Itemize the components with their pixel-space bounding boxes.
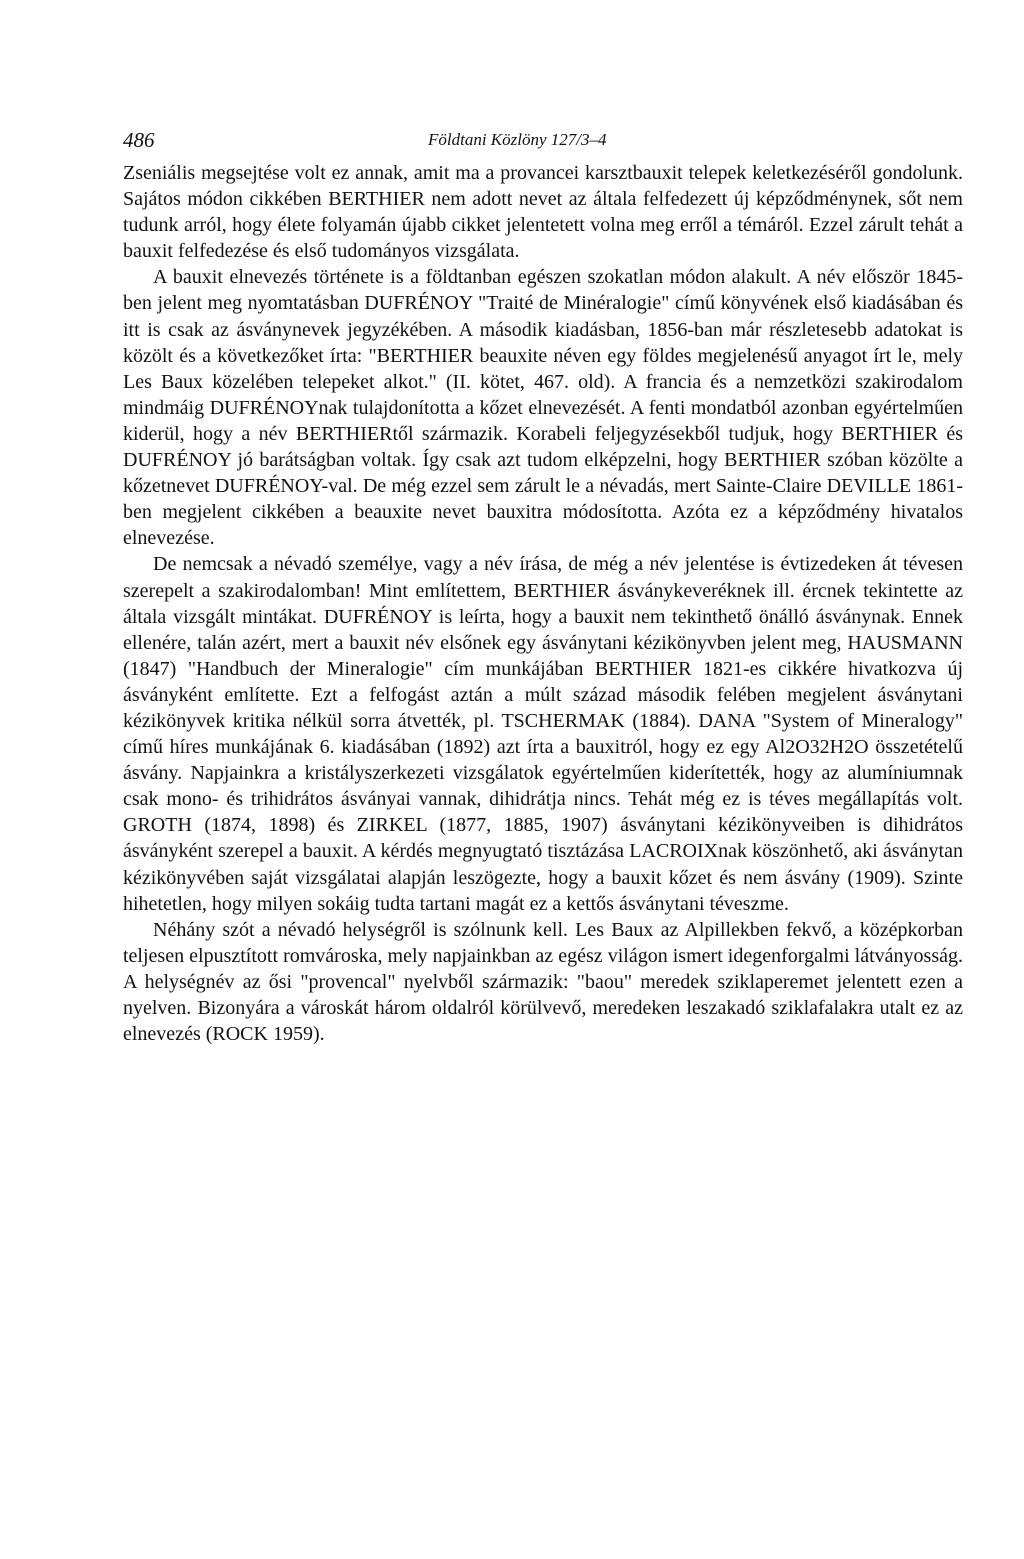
page-number: 486 [123, 128, 155, 152]
journal-title: Földtani Közlöny 127/3–4 [428, 130, 607, 149]
journal-page [123, 128, 963, 1047]
paragraph-naming-history: A bauxit elnevezés története is a földtanban egészen szokatlan módon alakult. A név először 1845-ben jelent meg nyomtatásban DUFRÉNOY "Traité de Minéralogie" című könyvének első kiadásában és itt is csak az ásványnevek jegyzékében. A második kiadásban, 1856-ban már részletesebb adatokat is közölt és a következőket írta: "BERTHIER beauxite néven egy földes megjelenésű anyagot írt le, mely Les Baux közelében telepeket alkot." (II. kötet, 467. old). A francia és a nemzetközi szakirodalom mindmáig DUFRÉNOYnak tulajdonította a kőzet elnevezését. A fenti mondatból azonban egyértelműen kiderül, hogy a név BERTHIERtől származik. Korabeli feljegyzésekből tudjuk, hogy BERTHIER és DUFRÉNOY jó barátságban voltak. Így csak azt tudom elképzelni, hogy BERTHIER szóban közölte a kőzetnevet DUFRÉNOY-val. De még ezzel sem zárult le a névadás, mert Sainte-Claire DEVILLE 1861-ben megjelent cikkében a beauxite nevet bauxitra módosította. Azóta ez a képződmény hivatalos elnevezése. [123, 266, 963, 550]
running-head [123, 128, 963, 160]
paragraph-name-meaning: De nemcsak a névadó személye, vagy a név írása, de még a név jelentése is évtizedeken át tévesen szerepelt a szakirodalomban! Mint említettem, BERTHIER ásványkeveréknek ill. ércnek tekintette az általa vizsgált mintákat. DUFRÉNOY is leírta, hogy a bauxit nem tekinthető önálló ásványnak. Ennek ellenére, talán azért, mert a bauxit név elsőnek egy ásványtani kézikönyvben jelent meg, HAUSMANN (1847) "Handbuch der Mineralogie" cím munkájában BERTHIER 1821-es cikkére hivatkozva új ásványként említette. Ezt a felfogást aztán a múlt század második felében megjelent ásványtani kézikönyvek kritika nélkül sorra átvették, pl. TSCHERMAK (1884). DANA "System of Mineralogy" című híres munkájának 6. kiadásában (1892) azt írta a bauxitról, hogy ez egy Al2O32H2O összetételű ásvány. Napjainkra a kristályszerkezeti vizsgálatok egyértelműen kiderítették, hogy az alumíniumnak csak mono- és trihidrátos ásványai vannak, dihidrátja nincs. Tehát még ez is téves megállapítás volt. GROTH (1874, 1898) és ZIRKEL (1877, 1885, 1907) ásványtani kézikönyveiben is dihidrátos ásványként szerepel a bauxit. A kérdés megnyugtató tisztázása LACROIXnak köszönhető, aki ásványtan kézikönyvében saját vizsgálatai alapján leszögezte, hogy a bauxit kőzet és nem ásvány (1909). Szinte hihetetlen, hogy milyen sokáig tudta tartani magát ez a kettős ásványtani téveszme. [123, 553, 963, 915]
paragraph-discovery: Zseniális megsejtése volt ez annak, amit ma a provancei karsztbauxit telepek keletkezéséről gondolunk. Sajátos módon cikkében BERTHIER nem adott nevet az általa felfedezett új képződménynek, sőt nem tudunk arról, hogy élete folyamán újabb cikket jelentetett volna meg erről a témáról. Ezzel zárult tehát a bauxit felfedezése és első tudományos vizsgálata. [123, 162, 963, 263]
article-body [123, 160, 963, 1047]
paragraph-les-baux: Néhány szót a névadó helységről is szólnunk kell. Les Baux az Alpillekben fekvő, a középkorban teljesen elpusztított romvároska, mely napjainkban az egész világon ismert idegenforgalmi látványosság. A helységnév az ősi "provencal" nyelvből származik: "baou" meredek sziklaperemet jelentett ezen a nyelven. Bizonyára a városkát három oldalról körülvevő, meredeken leszakadó sziklafalakra utalt ez az elnevezés (ROCK 1959). [123, 918, 963, 1046]
